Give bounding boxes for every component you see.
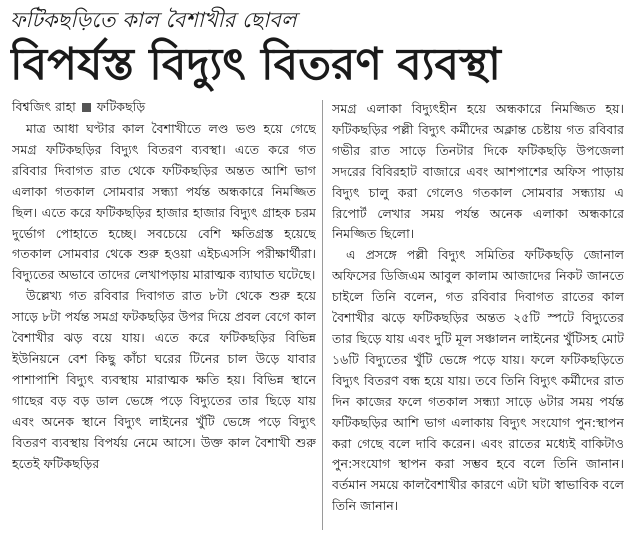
- article-column-2: [332, 99, 624, 531]
- headline: বিপর্যস্ত বিদ্যুৎ বিতরণ ব্যবস্থা: [10, 39, 501, 90]
- byline-location: ফটিকছড়ি: [96, 99, 146, 114]
- article-column-1: [12, 119, 316, 531]
- paragraph: এ প্রসঙ্গে পল্লী বিদ্যুৎ সমিতির ফটিকছড়ি জোনাল অফিসের ডিজিএম আবুল কালাম আজাদের নিকট জানতে চাইলে তিনি বলেন, গত রবিবার দিবাগত রাতের কাল বৈশাখীর ঝড়ে ফটিকছড়ির অন্তত ২৫টি স্পটে বিদ্যুতের তার ছিড়ে যায় এবং দুটি মূল সঞ্চালন লাইনের খুঁটিসহ মোট ১৬টি বিদ্যুতের খুঁটি ভেঙ্গে পড়ে যায়। ফলে ফটিকছড়িতে বিদ্যুৎ বিতরণ বন্ধ হয়ে যায়। তবে তিনি বিদ্যুৎ কর্মীদের রাত দিন কাজের ফলে গতকাল সন্ধ্যা সাড়ে ৬টার সময় পর্যন্ত ফটিকছড়ির আশি ভাগ এলাকায় বিদ্যুৎ সংযোগ পুন:স্থাপন করা গেছে বলে দাবি করেন। এবং রাতের মধ্যেই বাকিটাও পুন:সংযোগ স্থাপন করা সম্ভব হবে বলে তিনি জানান। বর্তমান সময়ে কালবৈশাখীর কারণে এটা ঘটা স্বাভাবিক বলে তিনি জানান।: [332, 247, 624, 514]
- kicker-title: ফটিকছড়িতে কাল বৈশাখীর ছোবল: [10, 8, 297, 32]
- paragraph: সমগ্র এলাকা বিদ্যুৎহীন হয়ে অন্ধকারে নিমজ্জিত হয়। ফটিকছড়ির পল্লী বিদ্যুৎ কর্মীদের অক্লান্ত চেষ্টায় গত রবিবার গভীর রাত সাড়ে তিনটার দিকে ফটিকছড়ি উপজেলা সদরের বিবিরহাট বাজারে এবং আশপাশের অফিস পাড়ায় বিদ্যুৎ চালু করা গেলেও গতকাল সোমবার সন্ধ্যায় এ রিপোর্ট লেখার সময় পর্যন্ত অনেক এলাকা অন্ধকারে নিমজ্জিত ছিলো।: [332, 101, 624, 242]
- paragraph: মাত্র আধা ঘণ্টার কাল বৈশাখীতে লণ্ড ভণ্ড হয়ে গেছে সমগ্র ফটিকছড়ির বিদ্যুৎ বিতরণ ব্যবস্থা। এতে করে গত রবিবার দিবাগত রাত থেকে ফটিকছড়ির অন্তত আশি ভাগ এলাকা গতকাল সোমবার সন্ধ্যা পর্যন্ত অন্ধকারে নিমজ্জিত ছিল। এতে করে ফটিকছড়ির হাজার হাজার বিদ্যুৎ গ্রাহক চরম দুর্ভোগ পোহাতে হচ্ছে। সবচেয়ে বেশি ক্ষতিগ্রস্ত হয়েছে গতকাল সোমবার থেকে শুরু হওয়া এইচএসসি পরীক্ষার্থীরা। বিদ্যুতের অভাবে তাদের লেখাপড়ায় মারাত্মক ব্যাঘাত ঘটেছে।: [12, 121, 316, 283]
- byline-author: বিশ্বজিৎ রাহা: [12, 99, 76, 114]
- column-divider: [322, 100, 323, 530]
- square-bullet-icon: [82, 103, 91, 112]
- paragraph: উল্লেখ্য গত রবিবার দিবাগত রাত ৮টা থেকে শুরু হয়ে সাড়ে ৮টা পর্যন্ত সমগ্র ফটকছড়ির উপর দিয়ে প্রবল বেগে কাল বৈশাখীর ঝড় বয়ে যায়। এতে করে ফটিকছড়ির বিভিন্ন ইউনিয়নে বেশ কিছু কাঁচা ঘরের টিনের চাল উড়ে যাবার পাশাপাশি বিদ্যুৎ ব্যবস্থায় মারাত্মক ক্ষতি হয়। বিভিন্ন স্থানে গাছের বড় বড় ডাল ভেঙ্গে পড়ে বিদ্যুতের তার ছিড়ে যায় এবং অনেক স্থানে বিদ্যুৎ লাইনের খুঁটি ভেঙ্গে পড়ে বিদ্যুৎ বিতরণ ব্যবস্থায় বিপর্যয় নেমে আসে। উক্ত কাল বৈশাখী শুরু হতেই ফটিকছড়ির: [12, 288, 316, 471]
- byline: [12, 96, 145, 118]
